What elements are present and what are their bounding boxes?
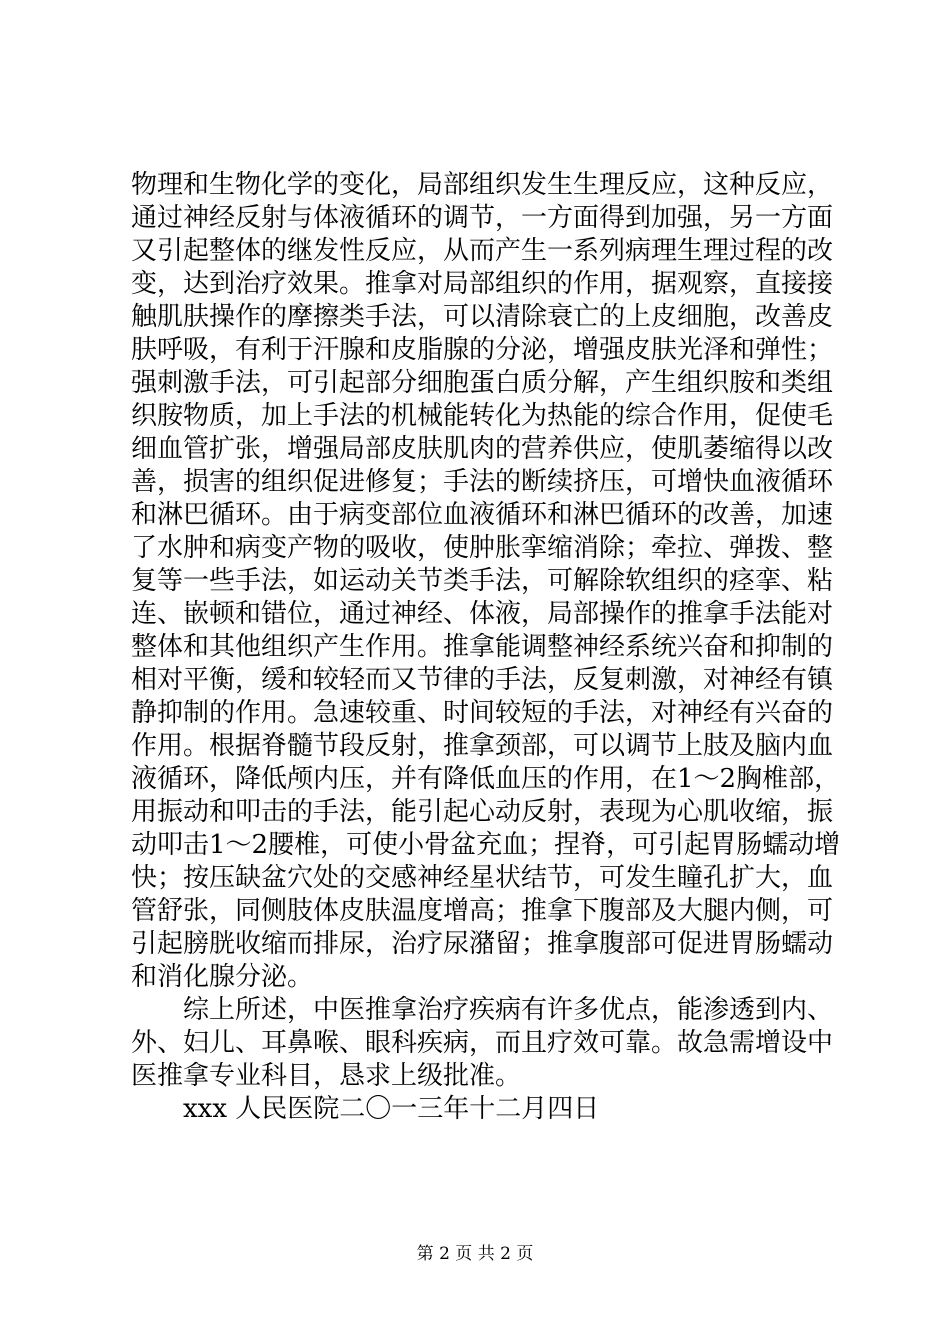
text-line: 相对平衡，缓和较轻而又节律的手法，反复刺激，对神经有镇 [131, 665, 834, 695]
text-line: 复等一些手法，如运动关节类手法，可解除软组织的痉挛、粘 [131, 566, 834, 596]
text-line: 细血管扩张，增强局部皮肤肌肉的营养供应，使肌萎缩得以改 [131, 434, 834, 464]
text-line: 医推拿专业科目，恳求上级批准。 [131, 1061, 522, 1091]
text-line: 动叩击1～2腰椎，可使小骨盆充血；捏脊，可引起胃肠蠕动增 [131, 830, 841, 860]
text-line: 和淋巴循环。由于病变部位血液循环和淋巴循环的改善，加速 [131, 500, 834, 530]
text-line: 作用。根据脊髓节段反射，推拿颈部，可以调节上肢及脑内血 [131, 731, 834, 761]
text-line: 善，损害的组织促进修复；手法的断续挤压，可增快血液循环 [131, 467, 834, 497]
text-line: 强刺激手法，可引起部分细胞蛋白质分解，产生组织胺和类组 [131, 368, 834, 398]
text-line: 外、妇儿、耳鼻喉、眼科疾病，而且疗效可靠。故急需增设中 [131, 1028, 834, 1058]
text-line: 液循环，降低颅内压，并有降低血压的作用，在1～2胸椎部， [131, 764, 841, 794]
text-line: 快；按压缺盆穴处的交感神经星状结节，可发生瞳孔扩大，血 [131, 863, 834, 893]
text-line: 变，达到治疗效果。推拿对局部组织的作用，据观察，直接接 [131, 269, 834, 299]
text-line: 触肌肤操作的摩擦类手法，可以清除衰亡的上皮细胞，改善皮 [131, 302, 834, 332]
text-line: 物理和生物化学的变化，局部组织发生生理反应，这种反应， [131, 170, 834, 200]
text-line: 了水肿和病变产物的吸收，使肿胀挛缩消除；牵拉、弹拨、整 [131, 533, 834, 563]
text-line: 综上所述，中医推拿治疗疾病有许多优点，能渗透到内、 [183, 995, 834, 1025]
text-line: 管舒张，同侧肢体皮肤温度增高；推拿下腹部及大腿内侧，可 [131, 896, 834, 926]
paragraph-1 [131, 169, 841, 994]
paragraph-2 [131, 994, 834, 1093]
document-body [131, 169, 841, 1126]
text-line: 肤呼吸，有利于汗腺和皮脂腺的分泌，增强皮肤光泽和弹性； [131, 335, 834, 365]
text-line: 和消化腺分泌。 [131, 962, 314, 992]
page-number-footer: 第 2 页 共 2 页 [416, 1244, 534, 1264]
text-line: 又引起整体的继发性反应，从而产生一系列病理生理过程的改 [131, 236, 834, 266]
text-line: 织胺物质，加上手法的机械能转化为热能的综合作用，促使毛 [131, 401, 834, 431]
text-line: 静抑制的作用。急速较重、时间较短的手法，对神经有兴奋的 [131, 698, 834, 728]
text-line: 整体和其他组织产生作用。推拿能调整神经系统兴奋和抑制的 [131, 632, 834, 662]
signature-line: xxx 人民医院二〇一三年十二月四日 [183, 1094, 600, 1124]
text-line: 通过神经反射与体液循环的调节，一方面得到加强，另一方面 [131, 203, 834, 233]
text-line: 引起膀胱收缩而排尿，治疗尿潴留；推拿腹部可促进胃肠蠕动 [131, 929, 834, 959]
text-line: 用振动和叩击的手法，能引起心动反射，表现为心肌收缩，振 [131, 797, 834, 827]
text-line: 连、嵌顿和错位，通过神经、体液，局部操作的推拿手法能对 [131, 599, 834, 629]
